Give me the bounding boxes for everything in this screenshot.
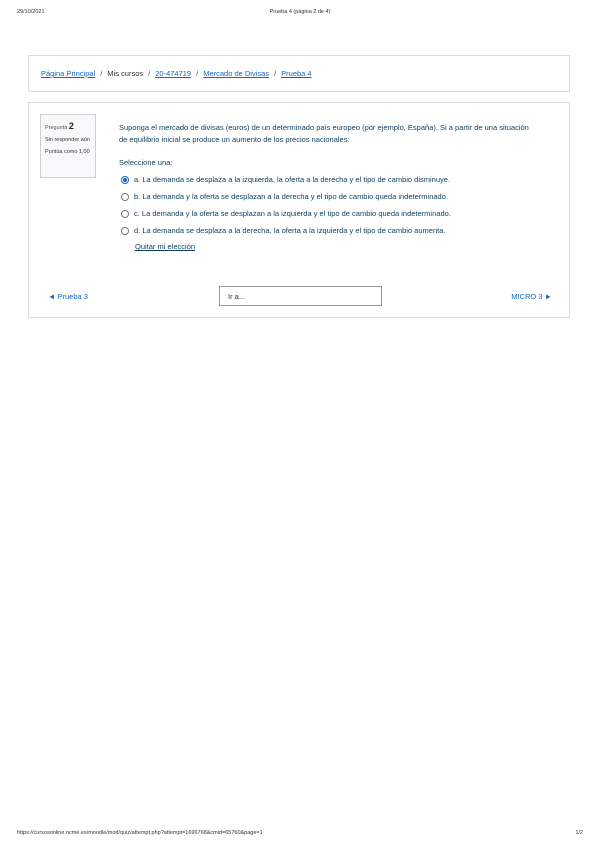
question-info <box>40 114 96 178</box>
prev-activity-link[interactable]: ◄ Prueba 3 <box>48 292 88 301</box>
breadcrumb-quiz-link[interactable]: Prueba 4 <box>281 69 312 78</box>
breadcrumb-course-link[interactable]: 20-474719 <box>155 69 192 78</box>
answer-option-d[interactable] <box>121 222 451 239</box>
answer-option-c[interactable] <box>121 205 451 222</box>
jump-to-select[interactable] <box>219 286 382 306</box>
question-number-label: Pregunta <box>45 125 68 131</box>
radio-b[interactable] <box>121 193 129 201</box>
radio-a[interactable] <box>121 176 129 184</box>
breadcrumb-separator: / <box>274 69 277 78</box>
breadcrumb-separator: / <box>100 69 103 78</box>
answer-label-b: b. La demanda y la oferta se desplazan a la derecha y el tipo de cambio queda indeterminado. <box>134 192 448 201</box>
radio-d[interactable] <box>121 227 129 235</box>
print-url: https://cursosonline.ncme.es/moodle/mod/quiz/attempt.php?attempt=1696768&cmid=65760&page=1 <box>17 830 263 836</box>
print-header <box>17 9 583 19</box>
clear-choice-link[interactable]: Quitar mi elección <box>135 242 196 251</box>
answer-label-a: a. La demanda se desplaza a la izquierda, la oferta a la derecha y el tipo de cambio disminuye. <box>134 175 451 184</box>
print-date: 29/10/2021 <box>17 9 45 15</box>
breadcrumb-section-link[interactable]: Mercado de Divisas <box>203 69 270 78</box>
answer-label-c: c. La demanda y la oferta se desplazan a la izquierda y el tipo de cambio queda indeterminado. <box>134 209 451 218</box>
jump-to-placeholder: Ir a... <box>228 291 246 301</box>
answer-label-d: d. La demanda se desplaza a la derecha, la oferta a la izquierda y el tipo de cambio aumenta. <box>134 226 446 235</box>
question-card <box>28 102 570 318</box>
question-grade: Puntúa como 1,00 <box>45 149 90 156</box>
breadcrumb-separator: / <box>148 69 151 78</box>
breadcrumb-separator: / <box>196 69 199 78</box>
print-page-number: 1/2 <box>575 830 583 836</box>
next-activity-link[interactable]: MICRO 3 ► <box>511 292 552 301</box>
breadcrumb-my-courses: Mis cursos <box>107 69 144 78</box>
radio-c[interactable] <box>121 210 129 218</box>
question-text: Suponga el mercado de divisas (euros) de un determinado país europeo (por ejemplo, España). Si a partir de una situación de equilibrio inicial se produce un aumento de los precios nacionales: <box>119 123 529 144</box>
print-title: Prueba 4 (página 2 de 4) <box>269 9 331 15</box>
answer-list <box>121 171 451 239</box>
answer-option-a[interactable] <box>121 171 451 188</box>
answer-option-b[interactable] <box>121 188 451 205</box>
question-state: Sin responder aún <box>45 137 90 144</box>
question-number: 2 <box>68 121 74 131</box>
answer-prompt: Seleccione una: <box>119 158 173 167</box>
breadcrumb-home-link[interactable]: Página Principal <box>41 69 96 78</box>
breadcrumb <box>28 55 570 92</box>
